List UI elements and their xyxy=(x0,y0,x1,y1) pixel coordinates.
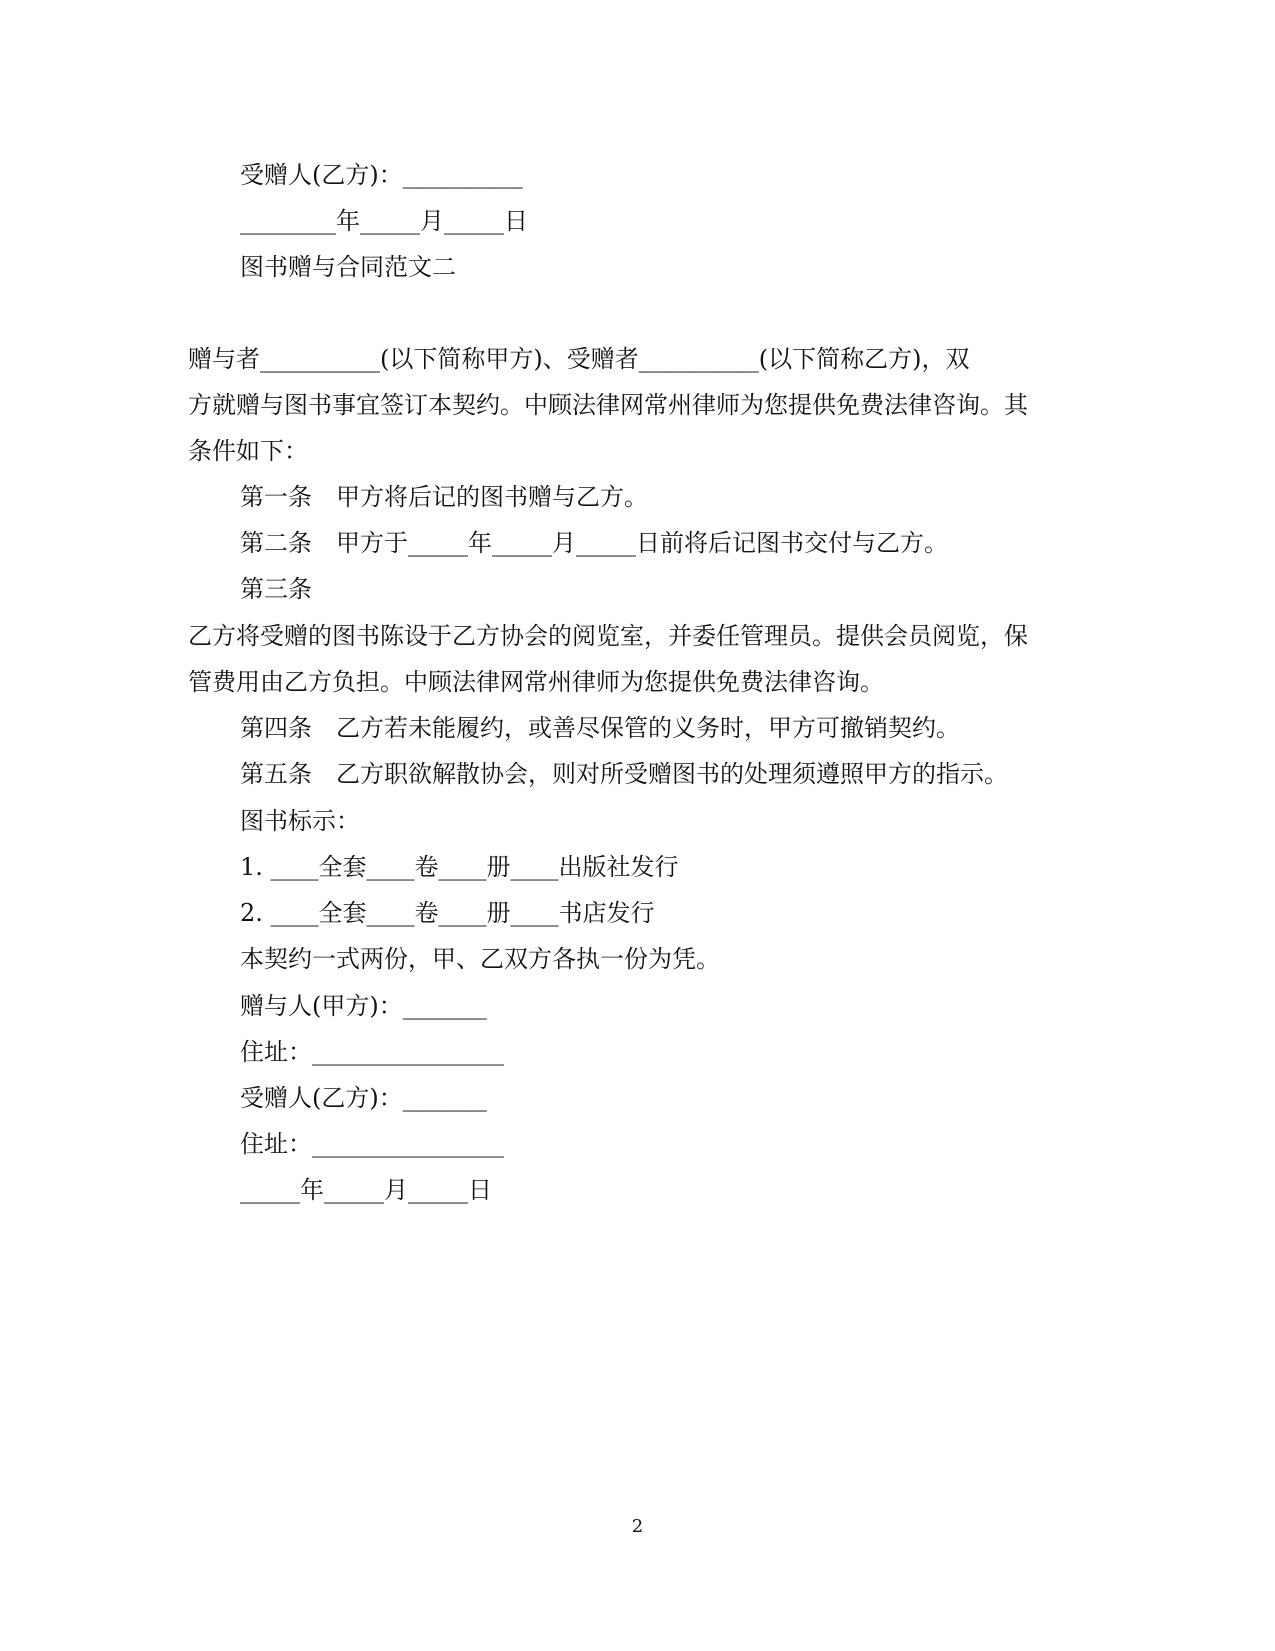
contract-intro-line-2: 方就赠与图书事宜签订本契约。中顾法律网常州律师为您提供免费法律咨询。其 xyxy=(188,391,1028,419)
section-title: 图书赠与合同范文二 xyxy=(240,253,456,281)
page-number: 2 xyxy=(631,1516,644,1537)
final-date-line: _____年_____月_____日 xyxy=(240,1176,492,1204)
recipient-address-line: 住址：________________ xyxy=(240,1130,504,1158)
donor-signature-line: 赠与人(甲方)：_______ xyxy=(240,992,487,1020)
article-five: 第五条 乙方职欲解散协会，则对所受赠图书的处理须遵照甲方的指示。 xyxy=(240,760,1008,788)
book-list-item-2: 2. ____全套____卷____册____书店发行 xyxy=(240,899,655,927)
book-list-item-1: 1. ____全套____卷____册____出版社发行 xyxy=(240,853,679,881)
contract-intro-line-1: 赠与者__________(以下简称甲方)、受赠者__________(以下简称乙方)，双 xyxy=(188,345,970,373)
article-two: 第二条 甲方于_____年_____月_____日前将后记图书交付与乙方。 xyxy=(240,529,948,557)
donor-address-line: 住址：________________ xyxy=(240,1038,504,1066)
article-one: 第一条 甲方将后记的图书赠与乙方。 xyxy=(240,483,648,511)
article-three-heading: 第三条 xyxy=(240,575,312,603)
signature-date-line: ________年_____月_____日 xyxy=(240,207,528,235)
contract-intro-line-3: 条件如下： xyxy=(188,437,308,465)
recipient-signature-line-2: 受赠人(乙方)：_______ xyxy=(240,1084,487,1112)
article-three-line-2: 管费用由乙方负担。中顾法律网常州律师为您提供免费法律咨询。 xyxy=(188,668,884,696)
copies-clause: 本契约一式两份，甲、乙双方各执一份为凭。 xyxy=(240,945,720,973)
recipient-signature-line: 受赠人(乙方)：__________ xyxy=(240,161,523,189)
article-four: 第四条 乙方若未能履约，或善尽保管的义务时，甲方可撤销契约。 xyxy=(240,714,960,742)
article-three-line-1: 乙方将受赠的图书陈设于乙方协会的阅览室，并委任管理员。提供会员阅览，保 xyxy=(188,622,1028,650)
book-list-heading: 图书标示： xyxy=(240,807,360,835)
